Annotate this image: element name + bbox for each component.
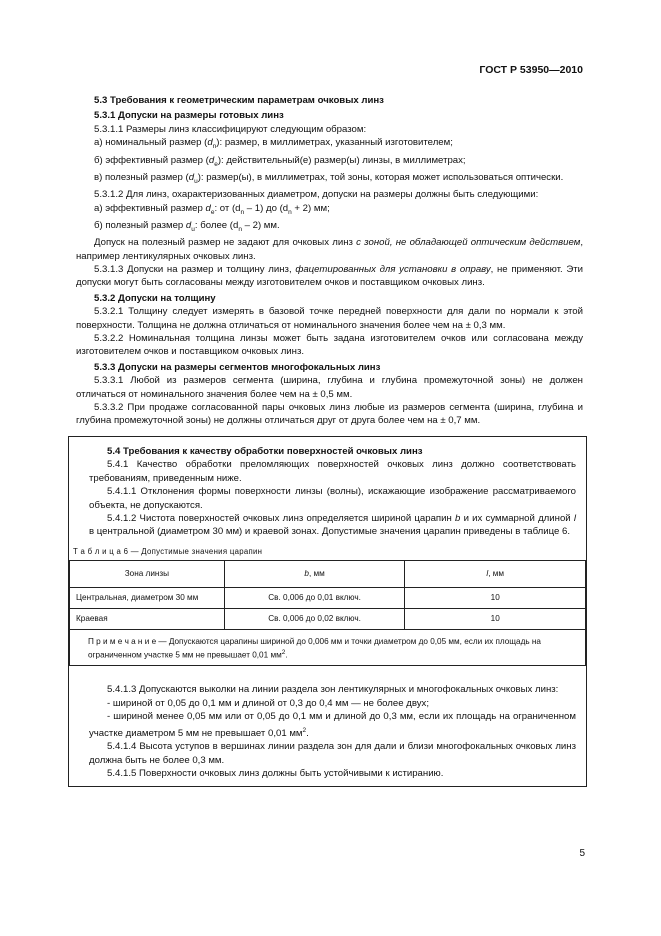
header-zone: Зона линзы bbox=[70, 560, 225, 587]
list-item-c: в) полезный размер $(d_u)$: размер(ы), в миллиметрах, той зоны, которая может использоваться оптически. bbox=[94, 171, 564, 185]
list-item-b2: б) полезный размер $d_u$: более $(d_n - 2)$ мм. bbox=[94, 219, 280, 233]
header-b: b, мм bbox=[224, 560, 405, 587]
para-5-4-1-1: 5.4.1.1 Отклонения формы поверхности линзы (волны), искажающие изображение рассматриваемого объекта, не допускаются. bbox=[89, 486, 576, 511]
list-item-a: а) номинальный размер $(d_n)$: размер, в миллиметрах, указанный изготовителем; bbox=[94, 137, 453, 151]
para-5-3-1-2: 5.3.1.2 Для линз, охарактеризованных диаметром, допуски на размеры должны быть следующими: bbox=[94, 189, 539, 201]
section-5-3-3-title: 5.3.3 Допуски на размеры сегментов многофокальных линз bbox=[94, 361, 381, 373]
cell-zone: Краевая bbox=[70, 608, 225, 629]
section-5-3-1-title: 5.3.1 Допуски на размеры готовых линз bbox=[94, 110, 284, 122]
list-item-b: б) эффективный размер $(d_e)$: действительный(е) размер(ы) линзы, в миллиметрах; bbox=[94, 154, 466, 168]
table-row bbox=[70, 608, 586, 629]
header-l: l, мм bbox=[405, 560, 586, 587]
para-5-4-1: 5.4.1 Качество обработки преломляющих поверхностей очковых линз должно соответствовать требованиям, приведенным ниже. bbox=[89, 459, 576, 484]
table-note: П р и м е ч а н и е — Допускаются царапины шириной до 0,006 мм и точки диаметром до 0,05 мм, если их площадь на ограниченном участке 5 мм не превышает 0,01 $мм^2$. bbox=[70, 629, 586, 666]
page-number: 5 bbox=[579, 848, 585, 859]
scratch-table bbox=[69, 560, 586, 667]
para-5-4-1-5: 5.4.1.5 Поверхности очковых линз должны быть устойчивыми к истиранию. bbox=[107, 768, 444, 780]
para-tolerance: Допуск на полезный размер не задают для очковых линз с зоной, не обладающей оптическим действием, например лентикулярных очковых линз. bbox=[76, 237, 583, 262]
para-5-3-2-1: 5.3.2.1 Толщину следует измерять в базовой точке передней поверхности для дали по нормали к этой поверхности. Толщина не должна отличаться от номинального значения более чем на ± 0,3 мм. bbox=[76, 306, 583, 331]
section-5-4-frame bbox=[68, 436, 587, 788]
para-5-3-3-1: 5.3.3.1 Любой из размеров сегмента (ширина, глубина и глубина промежуточной зоны) не должен отличаться от номинального значения более чем на ± 0,5 мм. bbox=[76, 375, 583, 400]
para-5-4-1-3: 5.4.1.3 Допускаются выколки на линии раздела зон лентикулярных и многофокальных очковых линз: bbox=[107, 684, 559, 696]
para-5-3-2-2: 5.3.2.2 Номинальная толщина линзы может быть задана изготовителем очков или согласована между изготовителем очков и поставщиком очковых линз. bbox=[76, 333, 583, 358]
cell-zone: Центральная, диаметром 30 мм bbox=[70, 587, 225, 608]
section-5-4-title: 5.4 Требования к качеству обработки поверхностей очковых линз bbox=[107, 445, 423, 457]
list-item-a2: а) эффективный размер $d_e$: от $(d_n - 1)$ до $(d_n + 2)$ мм; bbox=[94, 202, 330, 216]
para-5-3-1-3: 5.3.1.3 Допуски на размер и толщину линз, фацетированных для установки в оправу, не применяют. Эти допуски могут быть согласованы между изготовителем очков и поставщиком очковых линз. bbox=[76, 264, 583, 289]
table-note-row bbox=[70, 629, 586, 666]
document-id: ГОСТ Р 53950—2010 bbox=[479, 64, 583, 76]
cell-l: 10 bbox=[405, 608, 586, 629]
para-5-4-1-2: 5.4.1.2 Чистота поверхностей очковых линз определяется шириной царапин b и их суммарной длиной l в центральной (диаметром 30 мм) и краевой зонах. Допустимые значения царапин приведены в таблице 6. bbox=[89, 512, 576, 538]
para-5-3-1-1: 5.3.1.1 Размеры линз классифицируют следующим образом: bbox=[94, 123, 367, 135]
page-body bbox=[73, 92, 583, 787]
section-5-3-2-title: 5.3.2 Допуски на толщину bbox=[94, 292, 216, 304]
para-5-3-3-2: 5.3.3.2 При продаже согласованной пары очковых линз любые из размеров сегмента (ширина, глубина и глубина промежуточной зоны) не должны отличаться друг от друга более чем на ± 0,7 мм. bbox=[76, 402, 583, 427]
table-caption: Т а б л и ц а 6 — Допустимые значения царапин bbox=[73, 546, 263, 556]
dash-item-1: - шириной от 0,05 до 0,1 мм и длиной от 0,3 до 0,4 мм — не более двух; bbox=[107, 697, 429, 709]
table-row bbox=[70, 587, 586, 608]
cell-b: Св. 0,006 до 0,01 включ. bbox=[224, 587, 405, 608]
dash-item-2: - шириной менее 0,05 мм или от 0,05 до 0,1 мм и длиной до 0,3 мм, если их площадь на ограниченном участке диаметром 5 мм не превышает 0,01 $мм^2$. bbox=[89, 711, 576, 739]
cell-l: 10 bbox=[405, 587, 586, 608]
section-5-3-title: 5.3 Требования к геометрическим параметрам очковых линз bbox=[94, 95, 384, 106]
table-header-row bbox=[70, 560, 586, 587]
para-5-4-1-4: 5.4.1.4 Высота уступов в вершинах линии раздела зон для дали и близи многофокальных очковых линз должна быть не более 0,3 мм. bbox=[89, 741, 576, 766]
cell-b: Св. 0,006 до 0,02 включ. bbox=[224, 608, 405, 629]
